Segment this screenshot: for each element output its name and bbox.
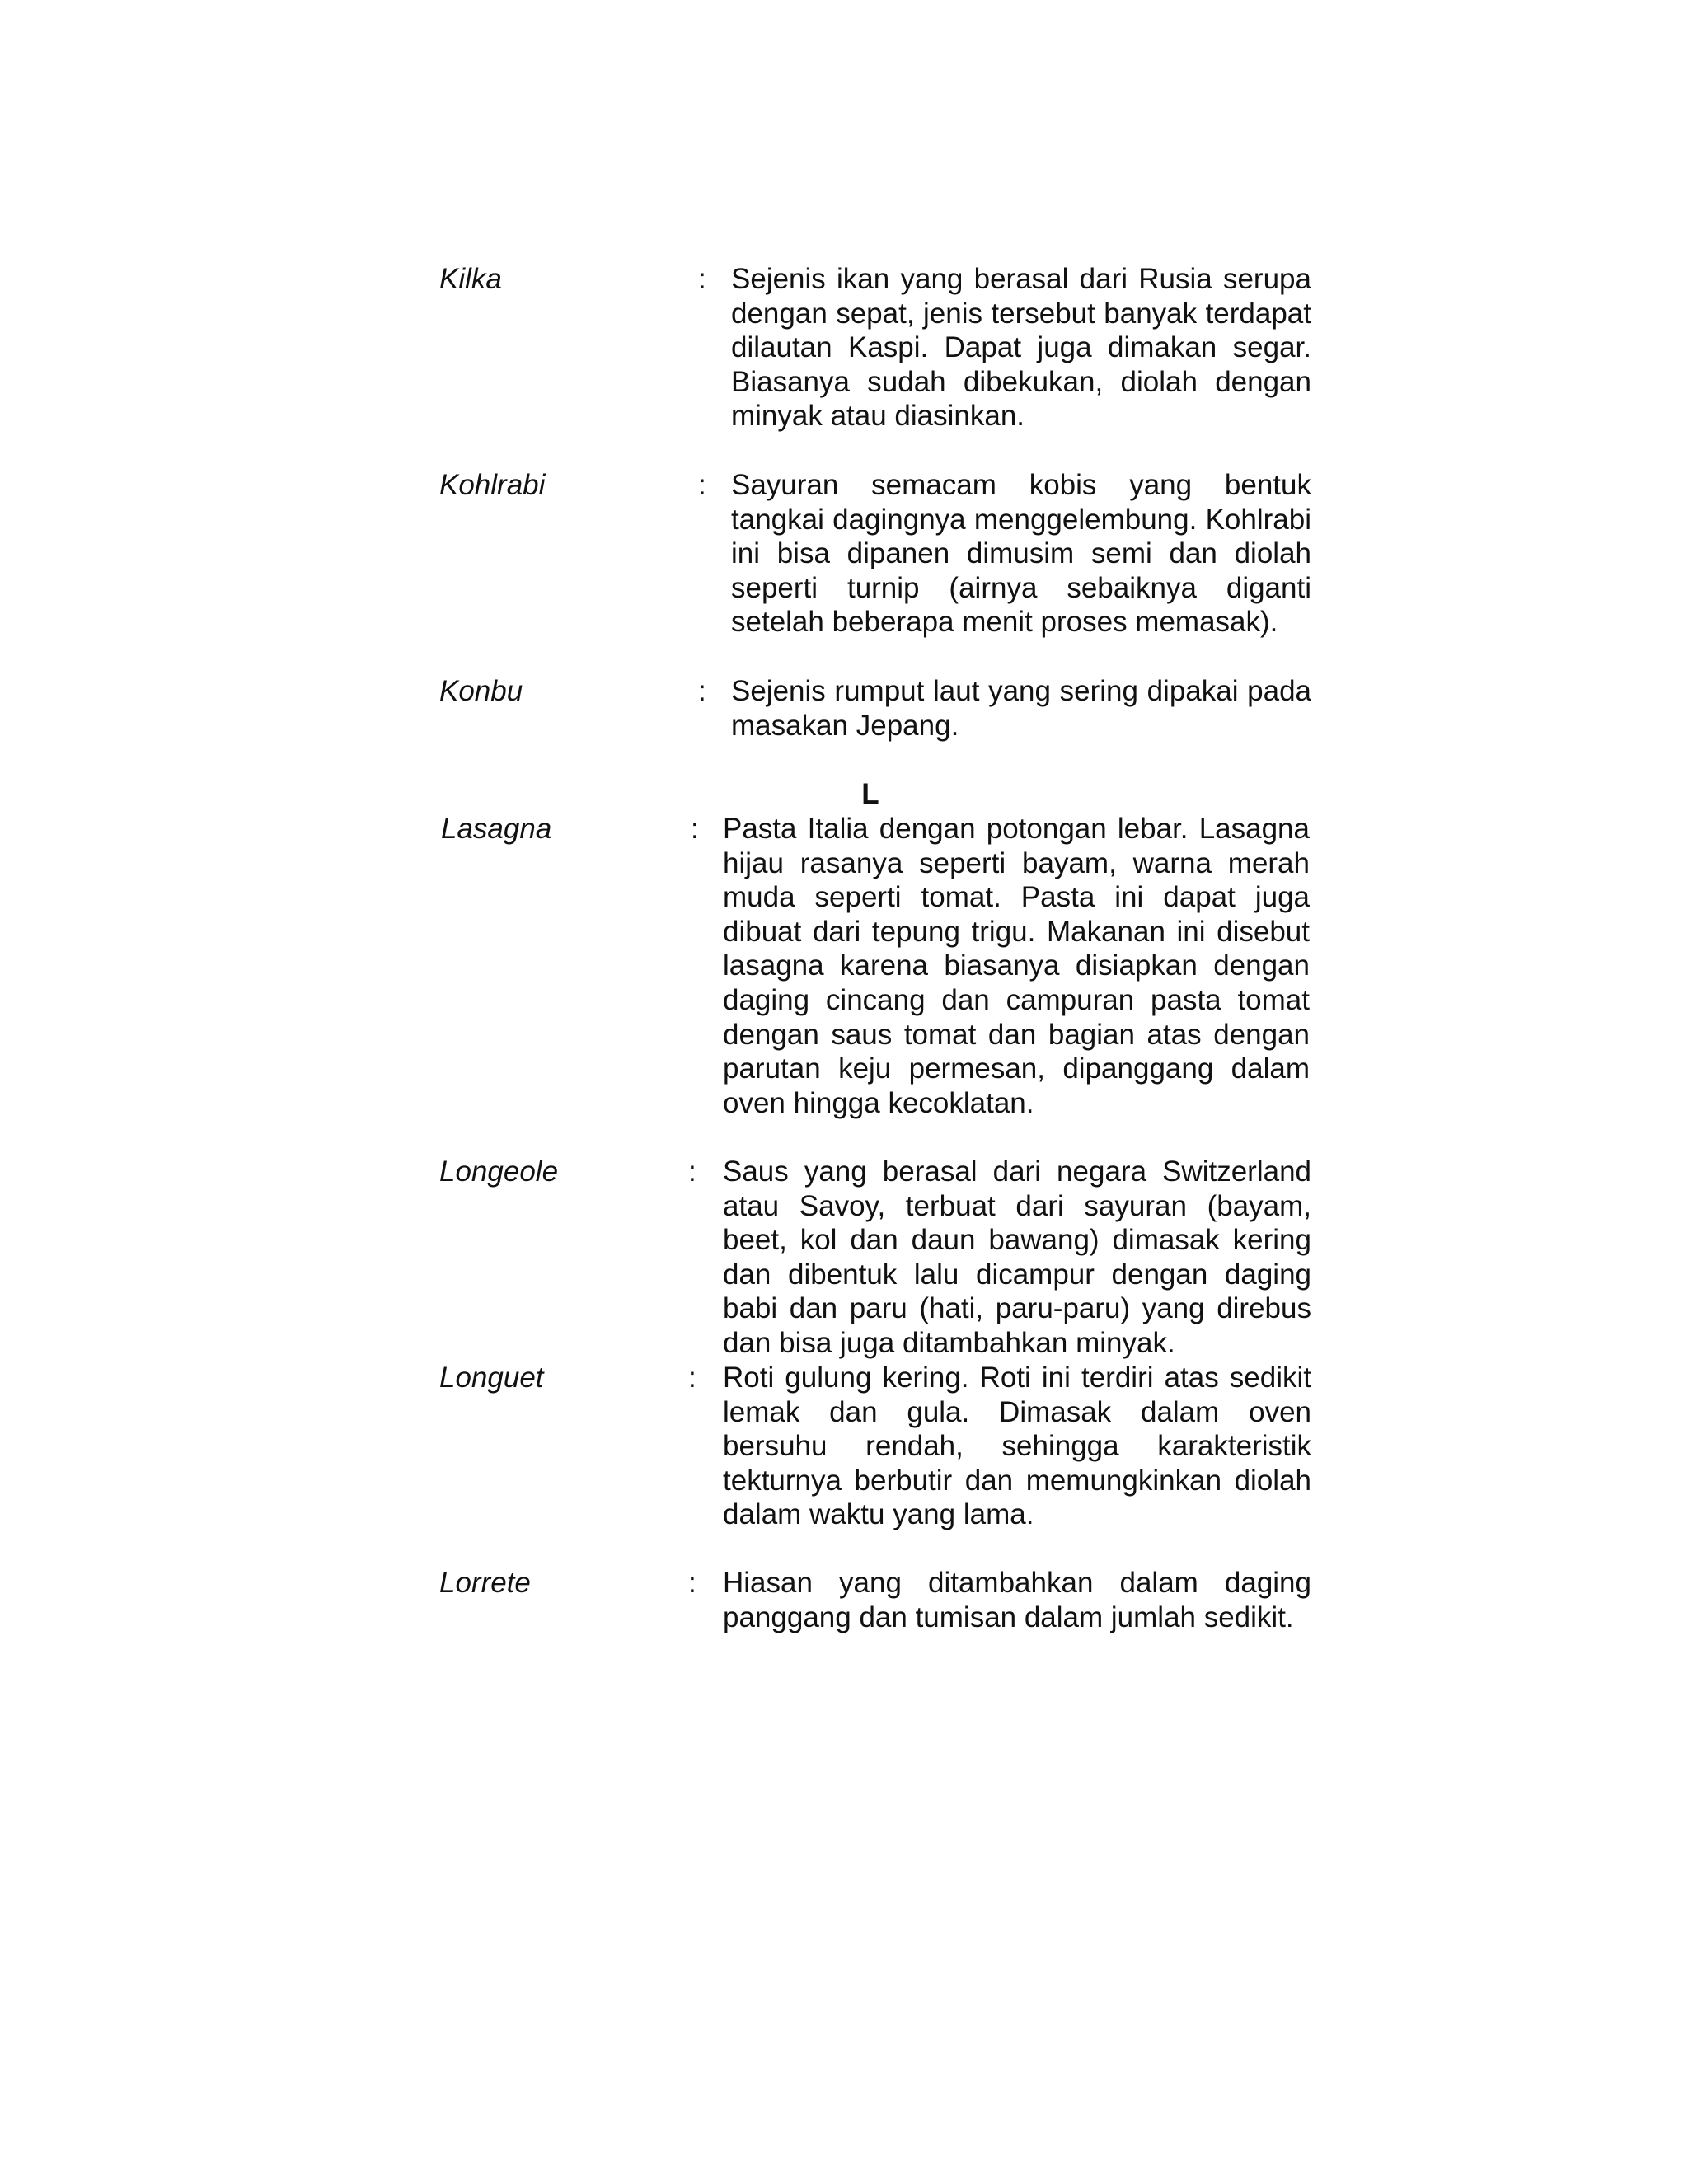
entry-separator: : [698, 675, 706, 707]
entry-separator: : [688, 1155, 696, 1188]
entry-term: Lorrete [439, 1567, 531, 1599]
entry-definition: Hiasan yang ditambahkan dalam daging panggang dan tumisan dalam jumlah sedikit. [723, 1567, 1311, 1633]
entry-term: Lasagna [441, 813, 552, 845]
entry-definition: Sayuran semacam kobis yang bentuk tangkai dagingnya menggelembung. Kohlrabi ini bisa dipanen dimusim semi dan diolah seperti turnip (airnya sebaiknya diganti setelah beberapa menit proses memasak). [731, 469, 1311, 639]
entry-separator: : [691, 813, 699, 845]
entry-term: Kilka [439, 263, 502, 295]
entry-term: Konbu [439, 675, 523, 707]
entry-definition: Sejenis rumput laut yang sering dipakai pada masakan Jepang. [731, 675, 1311, 742]
entry-term: Longuet [439, 1361, 544, 1394]
entry-separator: : [688, 1361, 696, 1394]
entry-separator: : [698, 263, 706, 295]
entry-definition: Sejenis ikan yang berasal dari Rusia serupa dengan sepat, jenis tersebut banyak terdapat dilautan Kaspi. Dapat juga dimakan segar. Biasanya sudah dibekukan, diolah dengan minyak atau diasinkan. [731, 263, 1311, 433]
entry-definition: Pasta Italia dengan potongan lebar. Lasagna hijau rasanya seperti bayam, warna merah muda seperti tomat. Pasta ini dapat juga dibuat dari tepung trigu. Makanan ini disebut lasagna karena biasanya disiapkan dengan daging cincang dan campuran pasta tomat dengan saus tomat dan bagian atas dengan parutan keju permesan, dipanggang dalam oven hingga kecoklatan. [723, 813, 1310, 1119]
entry-separator: : [698, 469, 706, 501]
entry-term: Kohlrabi [439, 469, 546, 501]
entry-definition: Roti gulung kering. Roti ini terdiri atas sedikit lemak dan gula. Dimasak dalam oven bersuhu rendah, sehingga karakteristik tekturnya berbutir dan memungkinkan diolah dalam waktu yang lama. [723, 1361, 1311, 1531]
entry-separator: : [688, 1567, 696, 1599]
entry-definition: Saus yang berasal dari negara Switzerland atau Savoy, terbuat dari sayuran (bayam, beet, kol dan daun bawang) dimasak kering dan dibentuk lalu dicampur dengan daging babi dan paru (hati, paru-paru) yang direbus dan bisa juga ditambahkan minyak. [723, 1155, 1311, 1359]
section-heading-letter: L [861, 778, 879, 810]
entry-term: Longeole [439, 1155, 559, 1188]
